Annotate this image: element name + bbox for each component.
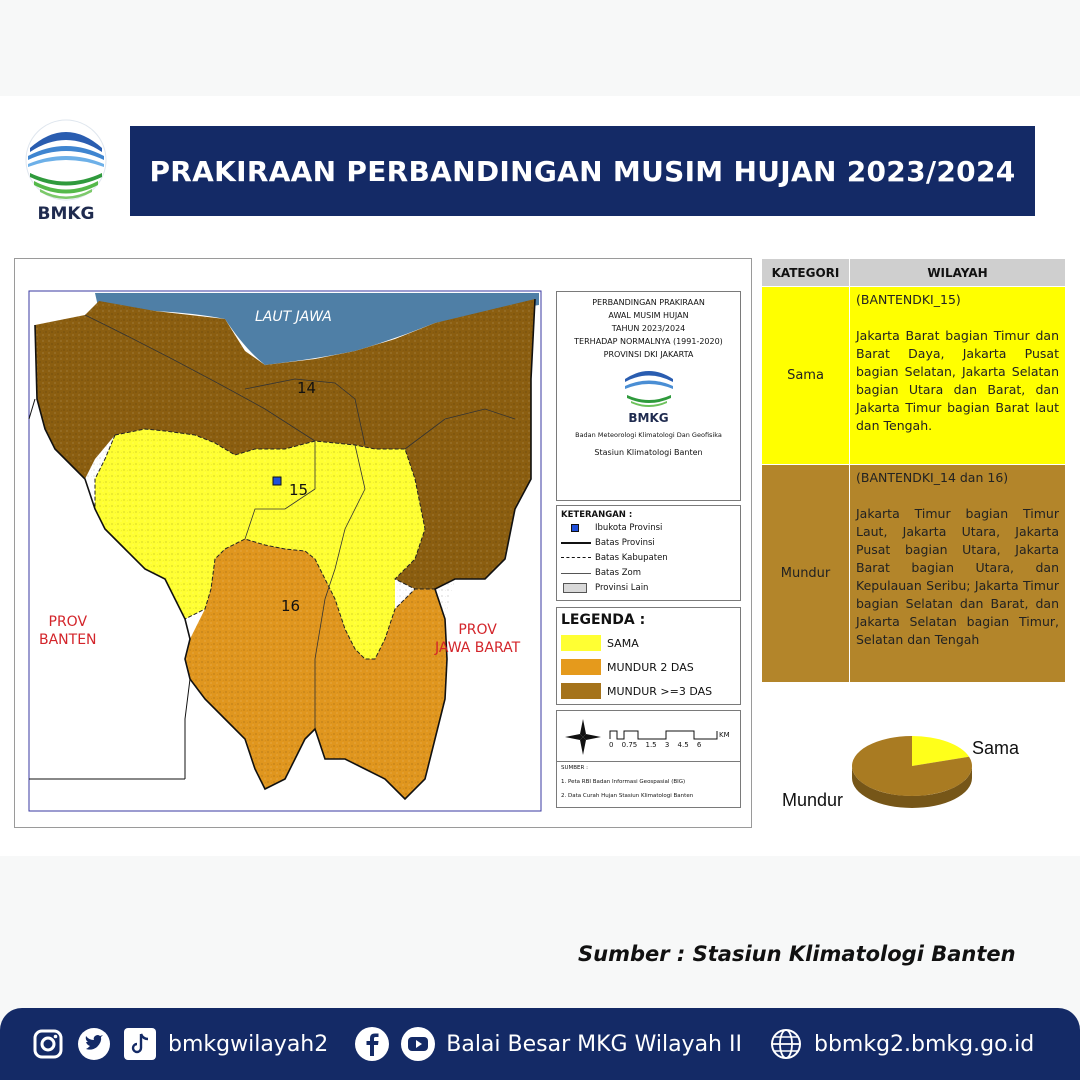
instagram-icon[interactable] bbox=[30, 1026, 66, 1062]
ket-zom bbox=[561, 565, 736, 580]
map-title-box bbox=[556, 291, 741, 501]
prov-jabar-label bbox=[435, 621, 520, 657]
sama-swatch bbox=[561, 635, 601, 651]
ket-capital bbox=[561, 520, 736, 535]
zone-15-label: 15 bbox=[289, 481, 309, 499]
legenda-heading: LEGENDA : bbox=[561, 612, 646, 628]
table-header-row bbox=[762, 259, 1066, 287]
footer-bar bbox=[0, 1008, 1080, 1080]
bmkg-emblem-icon bbox=[22, 118, 110, 204]
twitter-icon[interactable] bbox=[76, 1026, 112, 1062]
scale-bar-icon bbox=[609, 727, 719, 741]
map-title-line2: AWAL MUSIM HUJAN bbox=[608, 311, 689, 320]
website-link[interactable]: bbmkg2.bmkg.go.id bbox=[813, 1031, 1035, 1057]
map-title-line4: TERHADAP NORMALNYA (1991-2020) bbox=[574, 337, 723, 346]
keterangan-box bbox=[556, 505, 741, 601]
map-title-line1: PERBANDINGAN PRAKIRAAN bbox=[592, 298, 705, 307]
source-note: Sumber : Stasiun Klimatologi Banten bbox=[578, 942, 1016, 966]
bmkg-logo bbox=[22, 118, 114, 230]
map-title-line5: PROVINSI DKI JAKARTA bbox=[603, 350, 694, 359]
category-mundur: Mundur bbox=[762, 465, 850, 683]
map-agency: Badan Meteorologi Klimatologi Dan Geofisika bbox=[575, 431, 722, 439]
prov-banten-line1: PROV bbox=[48, 614, 88, 630]
page-title: PRAKIRAAN PERBANDINGAN MUSIM HUJAN 2023/2024 bbox=[149, 154, 1016, 188]
prov-banten-label bbox=[39, 613, 97, 649]
social-handle[interactable]: bmkgwilayah2 bbox=[168, 1031, 329, 1057]
map-title-line3: TAHUN 2023/2024 bbox=[611, 324, 686, 333]
header-wilayah: WILAYAH bbox=[850, 259, 1066, 287]
wilayah-cell-sama bbox=[850, 287, 1066, 465]
capital-symbol-icon bbox=[561, 523, 595, 533]
zone-16-label: 16 bbox=[281, 597, 301, 615]
header-kategori: KATEGORI bbox=[762, 259, 850, 287]
table-row bbox=[762, 465, 1066, 683]
prov-jabar-line2: JAWA BARAT bbox=[435, 640, 521, 656]
keterangan-heading: KETERANGAN : bbox=[561, 510, 633, 520]
legenda-item-mundur3 bbox=[561, 679, 736, 703]
region-desc-sama: Jakarta Barat bagian Timur dan Barat Daya, Jakarta Pusat bagian Selatan, Jakarta Selatan bagian Utara dan Barat, dan Jakarta Timur bagian Barat laut dan Tengah. bbox=[856, 328, 1059, 433]
legenda-box bbox=[556, 607, 741, 705]
legenda-label-mundur3: MUNDUR >=3 DAS bbox=[607, 684, 713, 698]
zone-code-sama: (BANTENDKI_15) bbox=[856, 292, 961, 307]
scale-unit: KM bbox=[719, 731, 730, 739]
mundur3-swatch bbox=[561, 683, 601, 699]
capital-marker-icon bbox=[273, 477, 281, 485]
bmkg-emblem-small-icon bbox=[621, 367, 677, 407]
map-logo-text: BMKG bbox=[628, 411, 669, 425]
ket-prov bbox=[561, 535, 736, 550]
region-desc-mundur: Jakarta Timur bagian Timur Laut, Jakarta Utara, Jakarta Pusat bagian Utara, Jakarta Barat bagian Utara, dan Kepulauan Seribu; Jakarta Timur bagian Selatan dan Barat, dan Jakarta Selatan bagian Timur, Selatan dan Tengah bbox=[856, 506, 1059, 647]
ket-other-label: Provinsi Lain bbox=[595, 582, 649, 593]
channel-name[interactable]: Balai Besar MKG Wilayah II bbox=[446, 1031, 742, 1057]
ket-prov-label: Batas Provinsi bbox=[595, 537, 655, 548]
map-logo bbox=[557, 367, 740, 412]
scale-divider bbox=[557, 761, 740, 762]
legenda-label-sama: SAMA bbox=[607, 636, 639, 650]
source-item-1: 1. Peta RBI Badan Informasi Geospasial (BIG) bbox=[561, 779, 686, 785]
prov-banten-line2: BANTEN bbox=[39, 632, 97, 648]
facebook-icon[interactable] bbox=[354, 1026, 390, 1062]
tiktok-icon[interactable] bbox=[122, 1026, 158, 1062]
province-line-icon bbox=[561, 538, 595, 548]
ket-other bbox=[561, 580, 736, 595]
mundur2-swatch bbox=[561, 659, 601, 675]
wilayah-cell-mundur bbox=[850, 465, 1066, 683]
other-province-swatch-icon bbox=[561, 583, 595, 593]
table-row bbox=[762, 287, 1066, 465]
kabupaten-line-icon bbox=[561, 553, 595, 563]
globe-icon[interactable] bbox=[768, 1026, 804, 1062]
source-item-2: 2. Data Curah Hujan Stasiun Klimatologi Banten bbox=[561, 793, 694, 799]
ket-kab-label: Batas Kabupaten bbox=[595, 552, 668, 563]
sources-heading: SUMBER : bbox=[561, 765, 588, 771]
top-band bbox=[0, 0, 1080, 96]
pie-label-sama: Sama bbox=[972, 738, 1020, 758]
legenda-item-mundur2 bbox=[561, 655, 736, 679]
ket-capital-label: Ibukota Provinsi bbox=[595, 522, 663, 533]
zone-14-label: 14 bbox=[297, 379, 317, 397]
map-station: Stasiun Klimatologi Banten bbox=[594, 448, 703, 457]
legenda-item-sama bbox=[561, 631, 736, 655]
scale-box bbox=[556, 710, 741, 808]
sea-label: LAUT JAWA bbox=[255, 309, 332, 325]
category-pie-chart bbox=[850, 728, 980, 818]
category-sama: Sama bbox=[762, 287, 850, 465]
scale-ticks: 0 0.75 1.5 3 4.5 6 bbox=[609, 741, 702, 749]
title-banner bbox=[130, 126, 1035, 216]
youtube-icon[interactable] bbox=[400, 1026, 436, 1062]
zone-code-mundur: (BANTENDKI_14 dan 16) bbox=[856, 470, 1009, 485]
zom-line-icon bbox=[561, 568, 595, 578]
legenda-label-mundur2: MUNDUR 2 DAS bbox=[607, 660, 694, 674]
prov-jabar-line1: PROV bbox=[458, 622, 497, 638]
map-panel bbox=[14, 258, 752, 828]
logo-text: BMKG bbox=[37, 204, 95, 224]
ket-zom-label: Batas Zom bbox=[595, 567, 642, 578]
compass-icon bbox=[563, 717, 603, 757]
category-table bbox=[761, 258, 1066, 683]
pie-label-mundur: Mundur bbox=[782, 790, 844, 810]
ket-kab bbox=[561, 550, 736, 565]
